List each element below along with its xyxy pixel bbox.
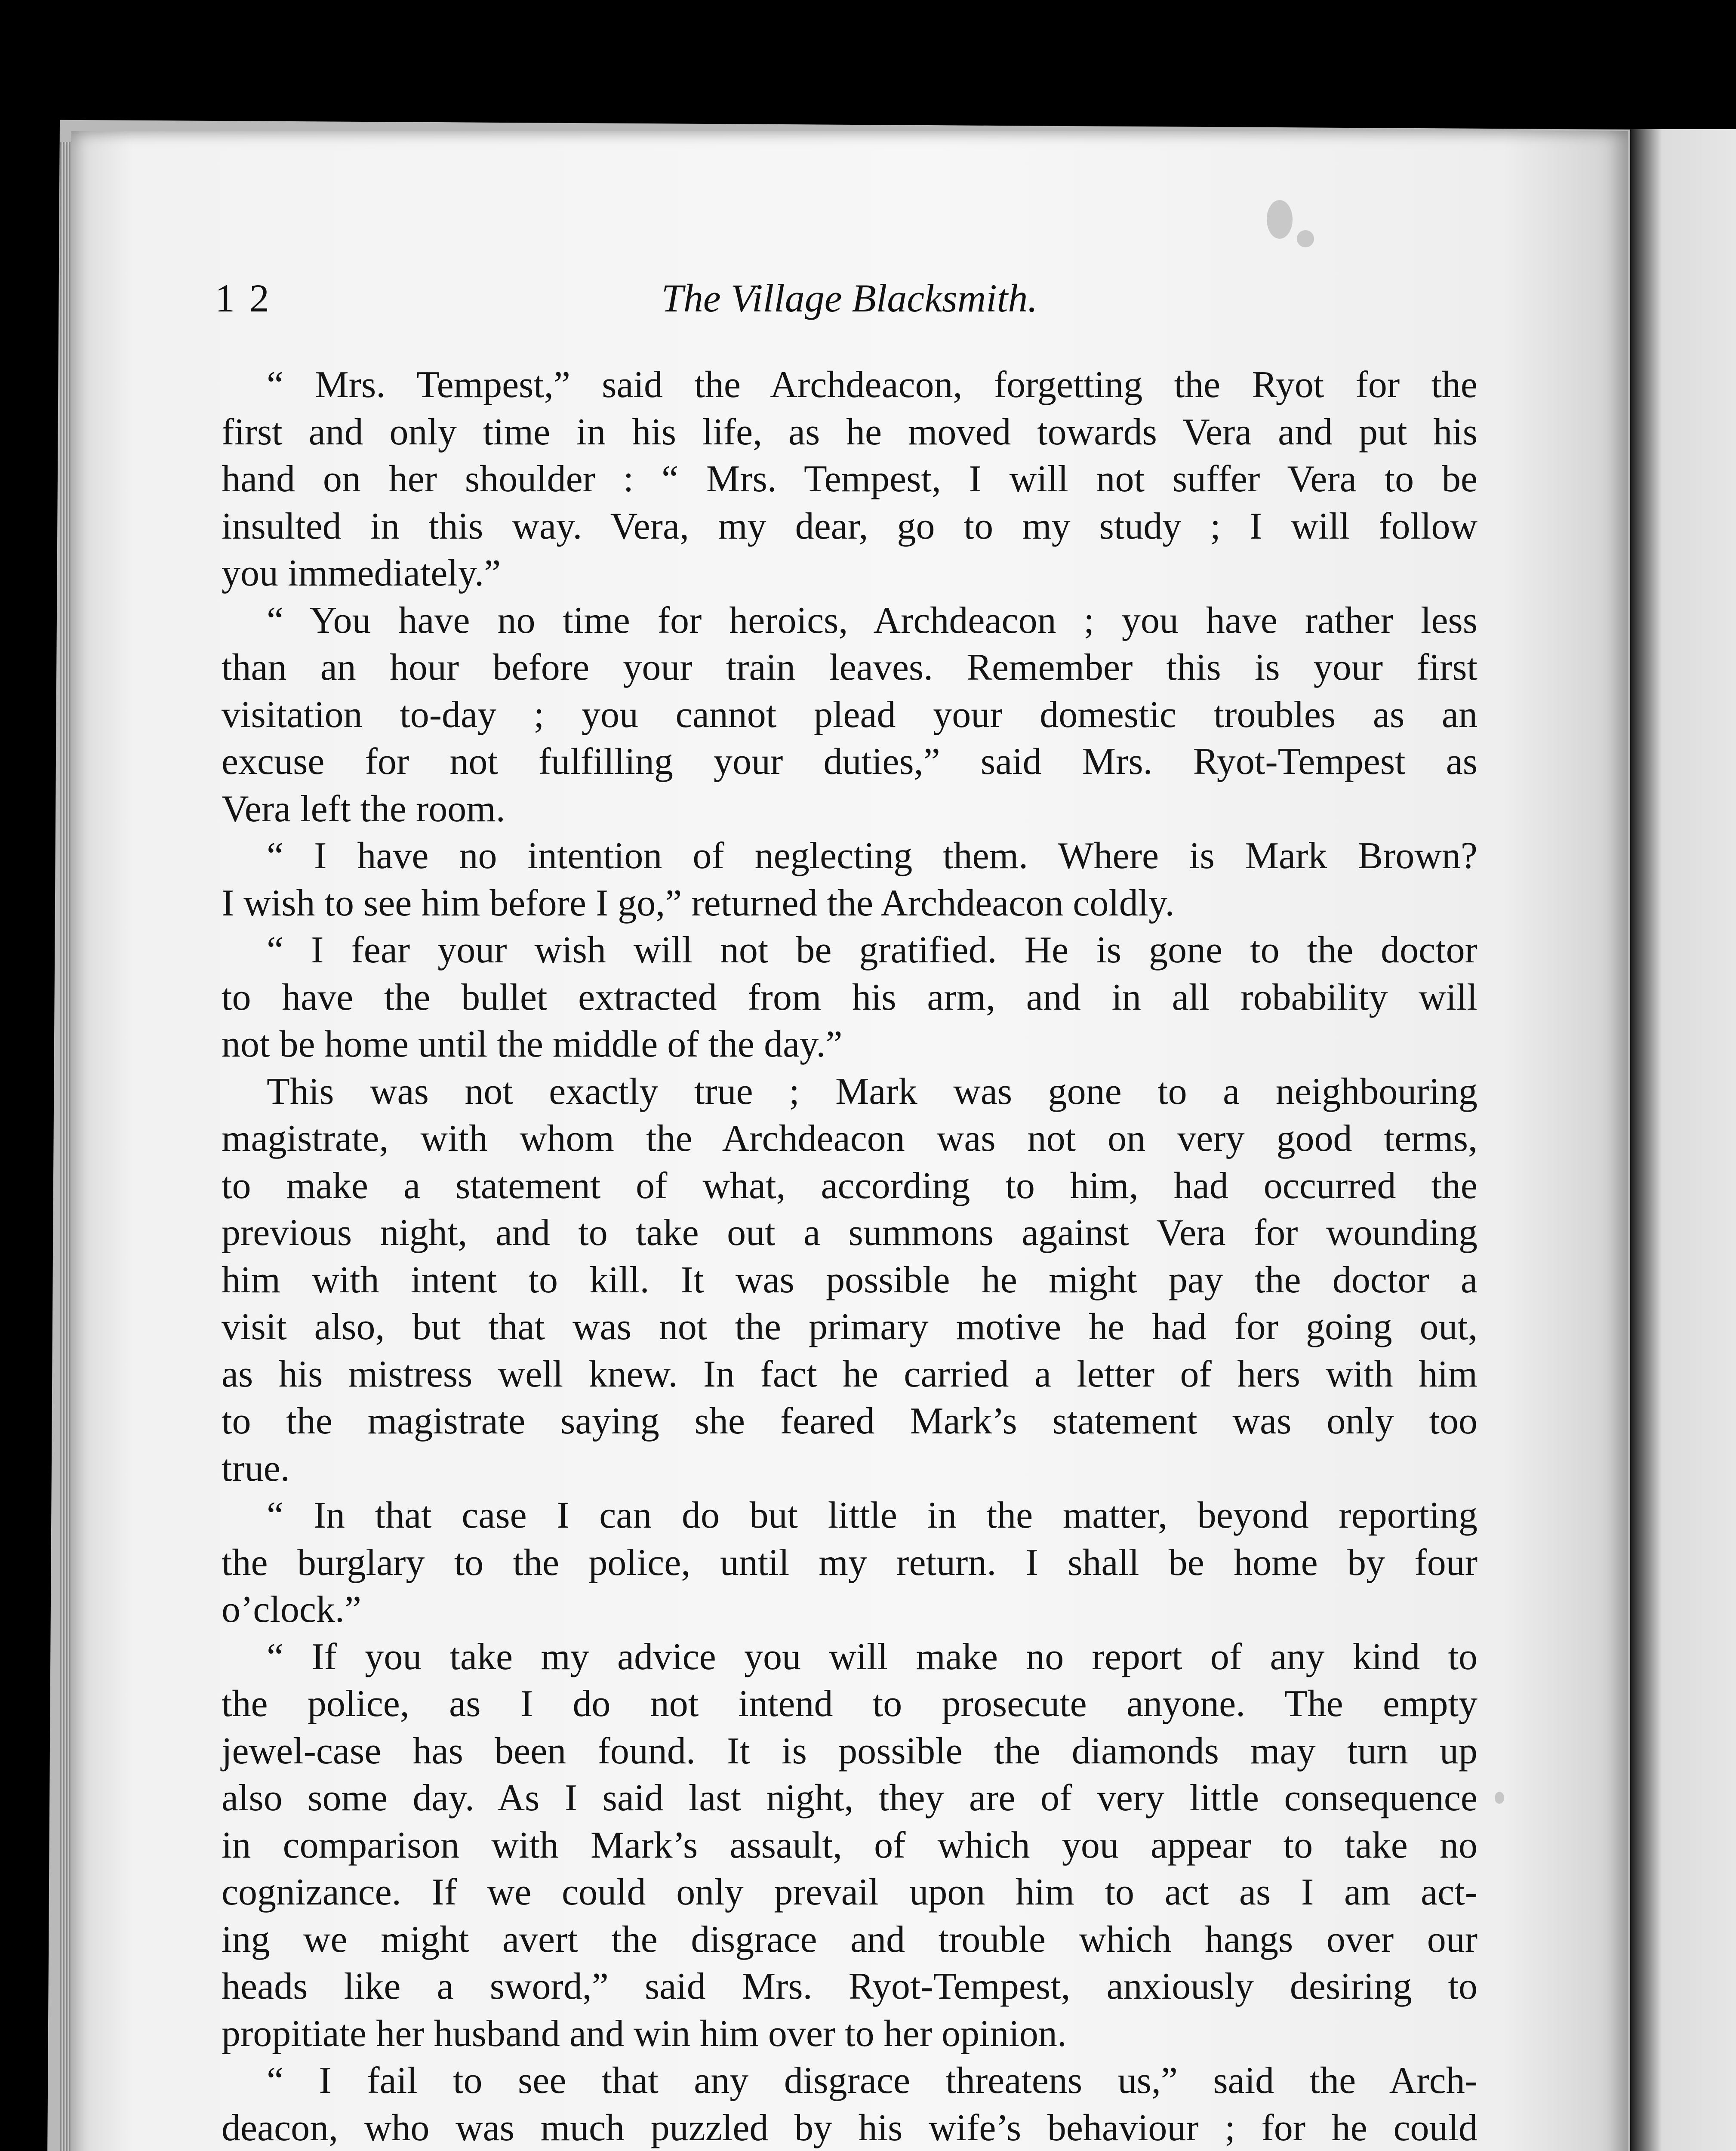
text-line: “ You have no time for heroics, Archdeacon ; you have rather less <box>267 599 1477 641</box>
running-title: The Village Blacksmith. <box>661 276 1038 320</box>
text-line: This was not exactly true ; Mark was gone to a neighbouring <box>267 1070 1477 1112</box>
text-line: him with intent to kill. It was possible he might pay the doctor a <box>222 1259 1477 1301</box>
text-line: heads like a sword,” said Mrs. Ryot-Tempest, anxiously desiring to <box>222 1966 1477 2007</box>
text-line: the burglary to the police, until my return. I shall be home by four <box>222 1541 1477 1584</box>
adjacent-page-edge <box>1630 129 1736 2151</box>
text-line: also some day. As I said last night, they are of very little consequence <box>222 1777 1477 1819</box>
text-line: deacon, who was much puzzled by his wife’s behaviour ; for he could <box>222 2107 1477 2149</box>
text-line: previous night, and to take out a summons against Vera for wounding <box>222 1212 1477 1254</box>
text-line: to the magistrate saying she feared Mark’s statement was only too <box>222 1400 1477 1442</box>
text-line: “ If you take my advice you will make no report of any kind to <box>267 1636 1477 1678</box>
text-line: “ I fail to see that any disgrace threatens us,” said the Arch- <box>267 2060 1477 2102</box>
text-line: in comparison with Mark’s assault, of which you appear to take no <box>222 1824 1477 1866</box>
text-line: hand on her shoulder : “ Mrs. Tempest, I will not suffer Vera to be <box>222 458 1477 500</box>
text-line: to have the bullet extracted from his arm, and in all robability will <box>222 976 1477 1018</box>
text-line: excuse for not fulfilling your duties,” said Mrs. Ryot-Tempest as <box>222 741 1477 783</box>
text-line: “ In that case I can do but little in the matter, beyond reporting <box>267 1495 1477 1536</box>
paper-speck <box>1297 230 1314 247</box>
text-line: true. <box>222 1447 290 1489</box>
text-line: than an hour before your train leaves. Remember this is your first <box>222 647 1477 688</box>
text-line: cognizance. If we could only prevail upon him to act as I am act- <box>222 1871 1477 1913</box>
text-line: jewel-case has been found. It is possible the diamonds may turn up <box>222 1730 1477 1772</box>
text-line: I wish to see him before I go,” returned the Archdeacon coldly. <box>222 882 1175 924</box>
paper-speck <box>1495 1792 1504 1804</box>
text-line: visitation to-day ; you cannot plead your domestic troubles as an <box>222 693 1477 736</box>
text-line: “ Mrs. Tempest,” said the Archdeacon, forgetting the Ryot for the <box>267 364 1477 406</box>
text-line: not be home until the middle of the day.” <box>222 1023 843 1065</box>
text-line: the police, as I do not intend to prosecute anyone. The empty <box>222 1683 1477 1725</box>
paper-speck <box>1267 200 1293 239</box>
page-number: 12 <box>215 276 284 320</box>
text-line: “ I fear your wish will not be gratified. He is gone to the doctor <box>267 929 1477 971</box>
text-line: propitiate her husband and win him over to her opinion. <box>222 2012 1067 2055</box>
text-line: you immediately.” <box>222 552 501 594</box>
text-line: o’clock.” <box>222 1589 361 1630</box>
text-line: magistrate, with whom the Archdeacon was not on very good terms, <box>222 1118 1477 1159</box>
text-line: “ I have no intention of neglecting them. Where is Mark Brown? <box>267 835 1477 877</box>
text-line: visit also, but that was not the primary motive he had for going out, <box>222 1306 1477 1348</box>
text-line: insulted in this way. Vera, my dear, go to my study ; I will follow <box>222 505 1477 547</box>
text-line: ing we might avert the disgrace and trouble which hangs over our <box>222 1918 1477 1960</box>
text-line: first and only time in his life, as he moved towards Vera and put his <box>222 411 1477 453</box>
text-line: to make a statement of what, according to him, had occurred the <box>222 1165 1477 1207</box>
running-header <box>215 275 1484 344</box>
body-text <box>222 361 1477 2151</box>
text-line: Vera left the room. <box>222 788 505 830</box>
text-line: as his mistress well knew. In fact he carried a letter of hers with him <box>222 1353 1477 1395</box>
